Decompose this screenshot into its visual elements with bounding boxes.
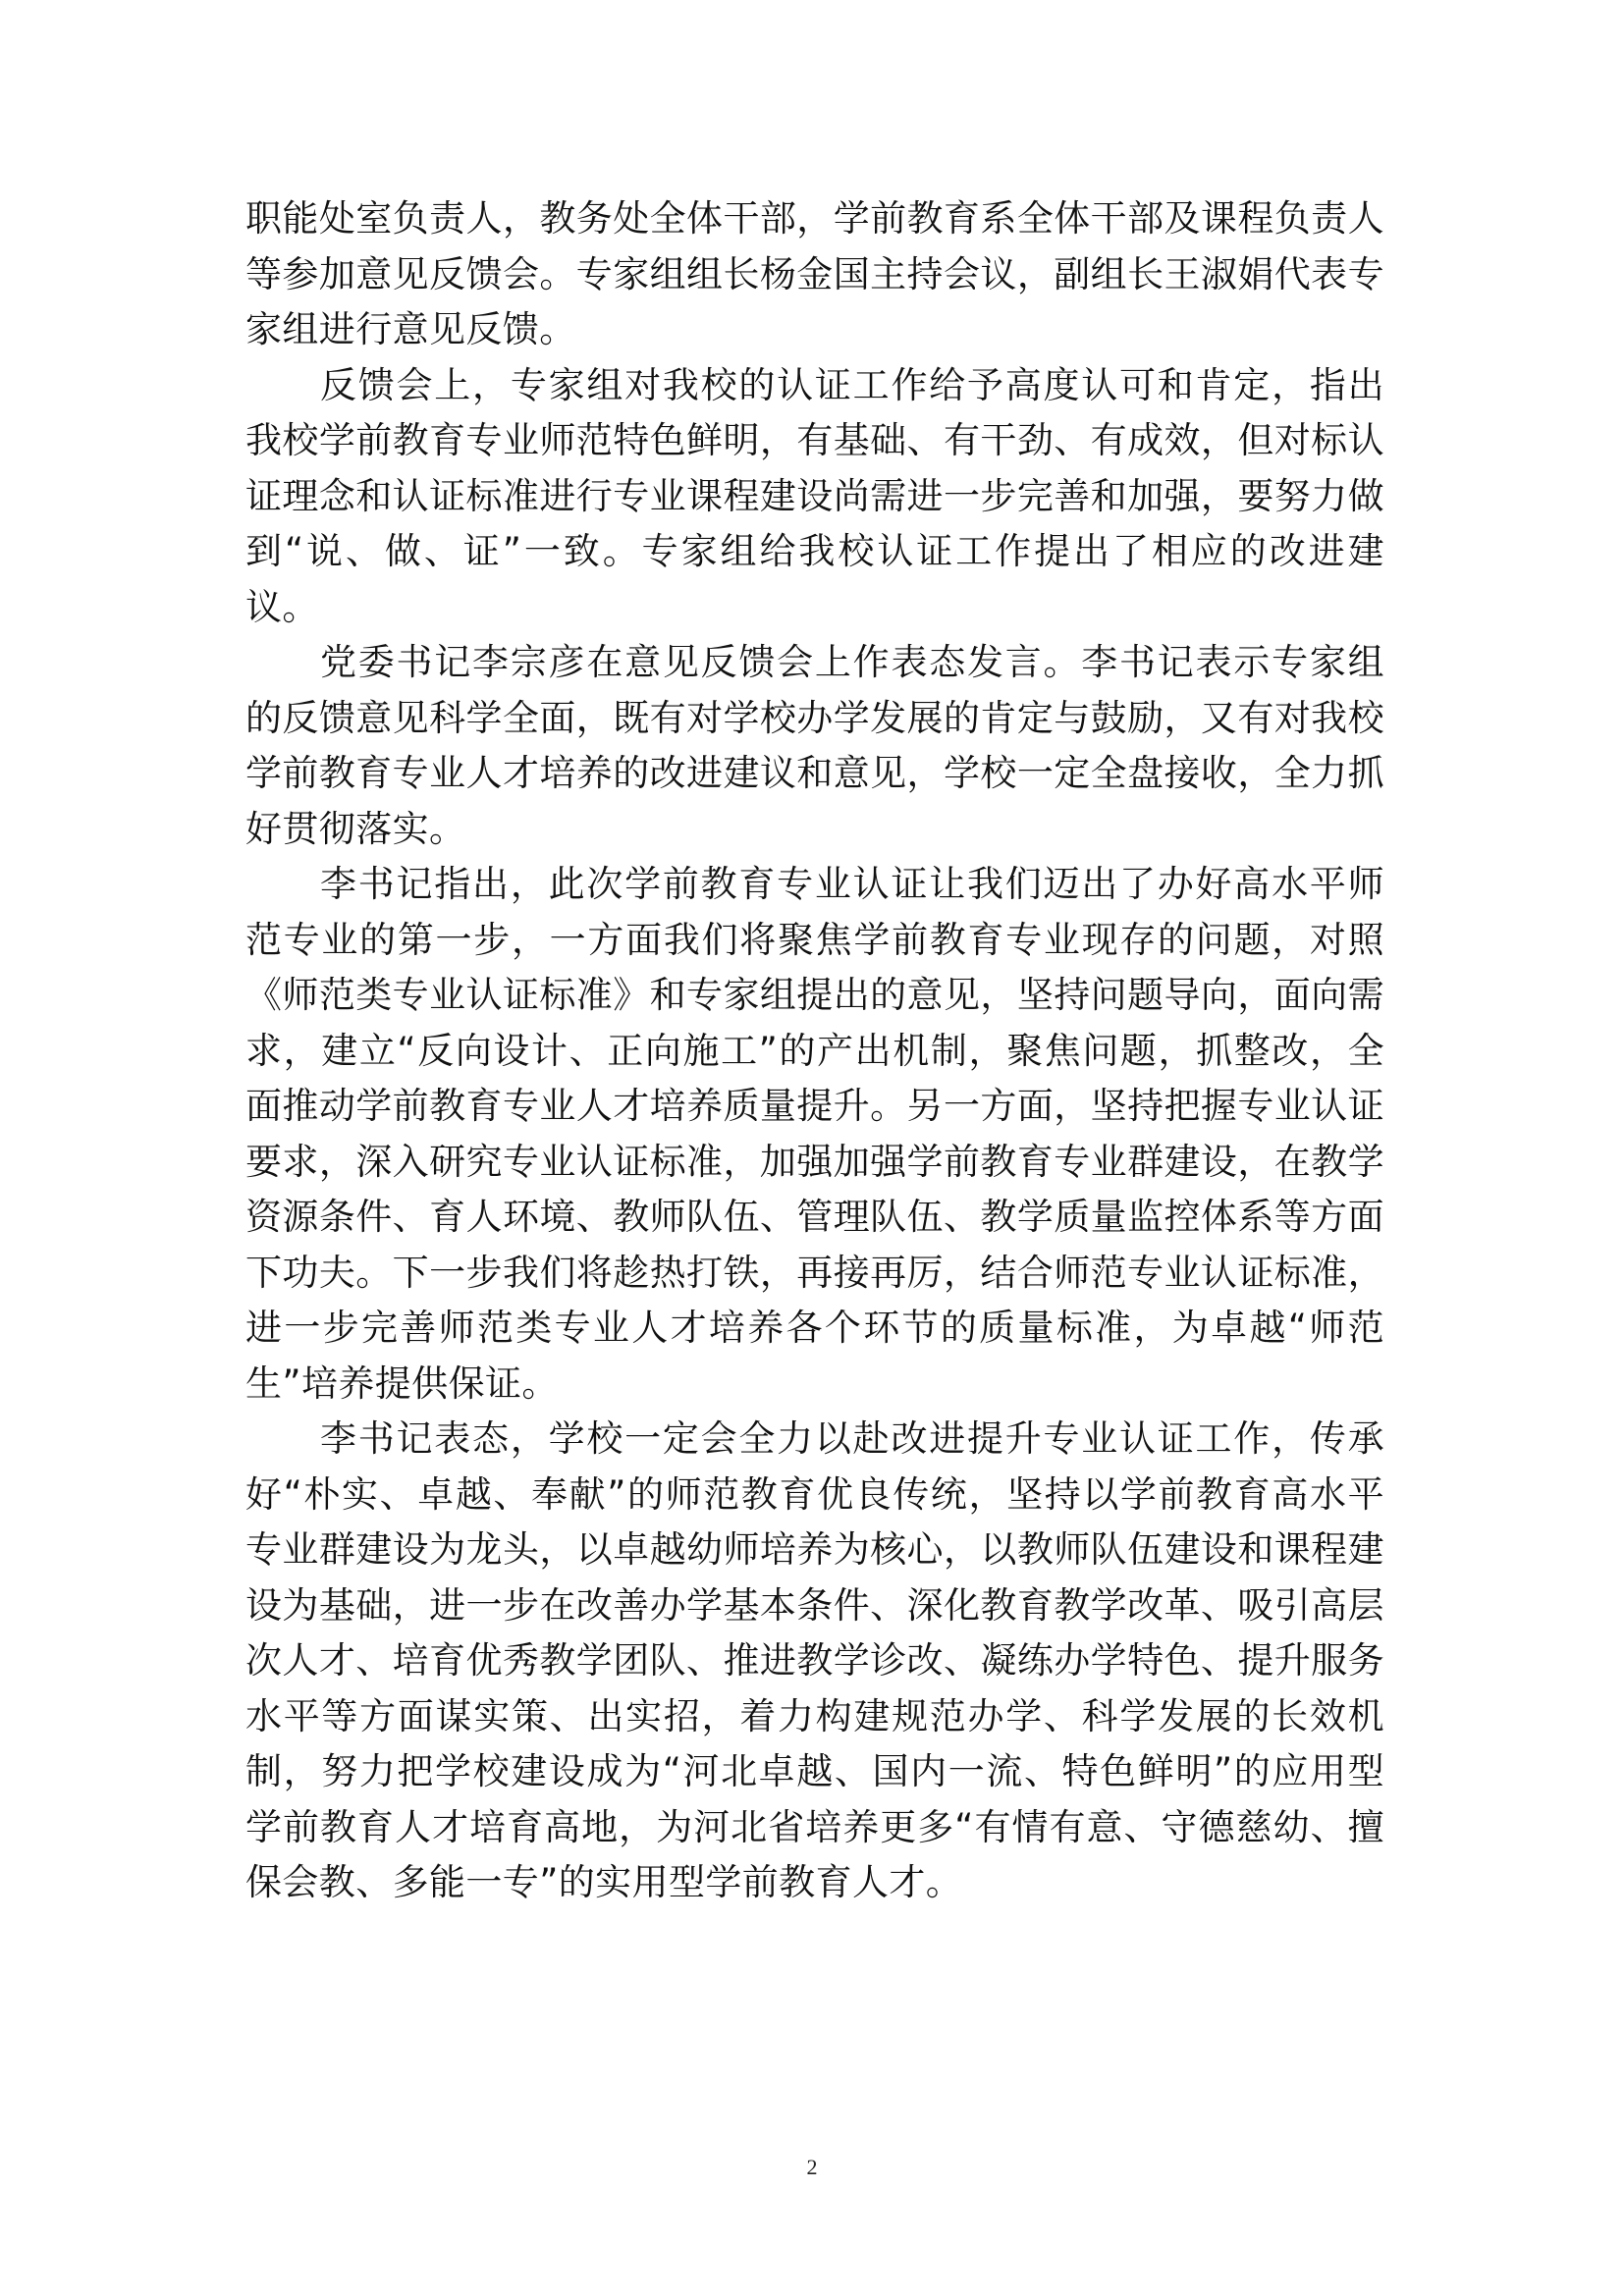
- page-number: 2: [806, 2155, 818, 2179]
- paragraph-1: 职能处室负责人，教务处全体干部，学前教育系全体干部及课程负责人等参加意见反馈会。专家组组长杨金国主持会议，副组长王淑娟代表专家组进行意见反馈。: [245, 197, 1384, 350]
- document-body: [245, 191, 1384, 1911]
- paragraph-5: 李书记表态，学校一定会全力以赴改进提升专业认证工作，传承好“朴实、卓越、奉献”的师范教育优良传统，坚持以学前教育高水平专业群建设为龙头，以卓越幼师培养为核心，以教师队伍建设和课程建设为基础，进一步在改善办学基本条件、深化教育教学改革、吸引高层次人才、培育优秀教学团队、推进教学诊改、凝练办学特色、提升服务水平等方面谋实策、出实招，着力构建规范办学、科学发展的长效机制，努力把学校建设成为“河北卓越、国内一流、特色鲜明”的应用型学前教育人才培育高地，为河北省培养更多“有情有意、守德慈幼、擅保会教、多能一专”的实用型学前教育人才。: [245, 1417, 1384, 1903]
- paragraph-3: 党委书记李宗彦在意见反馈会上作表态发言。李书记表示专家组的反馈意见科学全面，既有对学校办学发展的肯定与鼓励，又有对我校学前教育专业人才培养的改进建议和意见，学校一定全盘接收，全力抓好贯彻落实。: [245, 641, 1384, 850]
- paragraph-2: 反馈会上，专家组对我校的认证工作给予高度认可和肯定，指出我校学前教育专业师范特色鲜明，有基础、有干劲、有成效，但对标认证理念和认证标准进行专业课程建设尚需进一步完善和加强，要努力做到“说、做、证”一致。专家组给我校认证工作提出了相应的改进建议。: [245, 363, 1384, 628]
- paragraph-4: 李书记指出，此次学前教育专业认证让我们迈出了办好高水平师范专业的第一步，一方面我们将聚焦学前教育专业现存的问题，对照《师范类专业认证标准》和专家组提出的意见，坚持问题导向，面向需求，建立“反向设计、正向施工”的产出机制，聚焦问题，抓整改，全面推动学前教育专业人才培养质量提升。另一方面，坚持把握专业认证要求，深入研究专业认证标准，加强加强学前教育专业群建设，在教学资源条件、育人环境、教师队伍、管理队伍、教学质量监控体系等方面下功夫。下一步我们将趁热打铁，再接再厉，结合师范专业认证标准，进一步完善师范类专业人才培养各个环节的质量标准，为卓越“师范生”培养提供保证。: [245, 863, 1384, 1405]
